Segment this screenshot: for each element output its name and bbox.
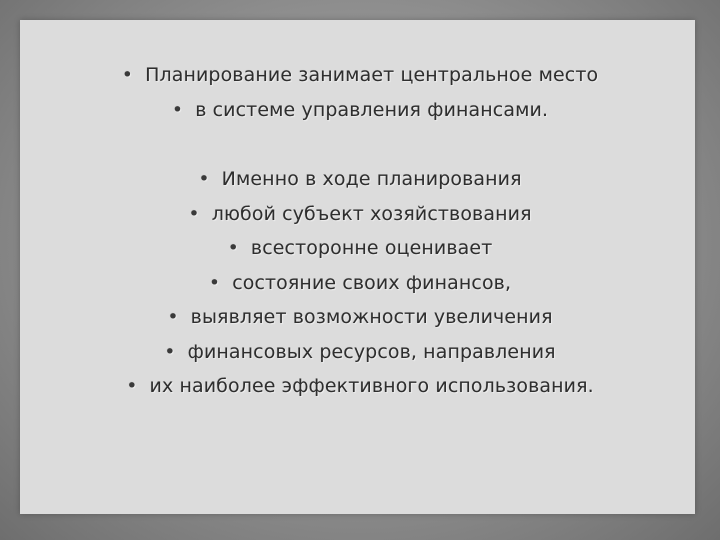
- bullet-dot-icon: •: [208, 271, 221, 294]
- bullet-line: [0, 369, 720, 404]
- bullet-group-1: [0, 58, 720, 127]
- bullet-text: любой субъект хозяйствования: [211, 202, 532, 225]
- bullet-dot-icon: •: [121, 64, 134, 86]
- bullet-line: [0, 266, 720, 301]
- bullet-dot-icon: •: [188, 202, 200, 225]
- bullet-line: [0, 300, 720, 335]
- bullet-group-2: [0, 162, 720, 404]
- bullet-text: Планирование занимает центральное место: [145, 64, 599, 86]
- bullet-dot-icon: •: [198, 168, 210, 190]
- bullet-text: состояние своих финансов,: [232, 271, 512, 294]
- bullet-line: [0, 197, 720, 232]
- bullet-text: в системе управления финансами.: [195, 98, 549, 121]
- bullet-line: [0, 58, 720, 93]
- bullet-text: выявляет возможности увеличения: [190, 306, 553, 328]
- bullet-dot-icon: •: [227, 237, 239, 259]
- bullet-line: [0, 231, 720, 266]
- bullet-line: [0, 162, 720, 197]
- bullet-text: всесторонне оценивает: [250, 237, 493, 259]
- bullet-dot-icon: •: [164, 340, 176, 363]
- bullet-dot-icon: •: [171, 98, 184, 121]
- bullet-text: их наиболее эффективного использования.: [149, 375, 594, 397]
- bullet-line: [0, 93, 720, 128]
- bullet-dot-icon: •: [167, 306, 179, 328]
- bullet-text: финансовых ресурсов, направления: [187, 340, 556, 363]
- bullet-line: [0, 335, 720, 370]
- bullet-dot-icon: •: [126, 375, 138, 397]
- bullet-text: Именно в ходе планирования: [221, 168, 522, 190]
